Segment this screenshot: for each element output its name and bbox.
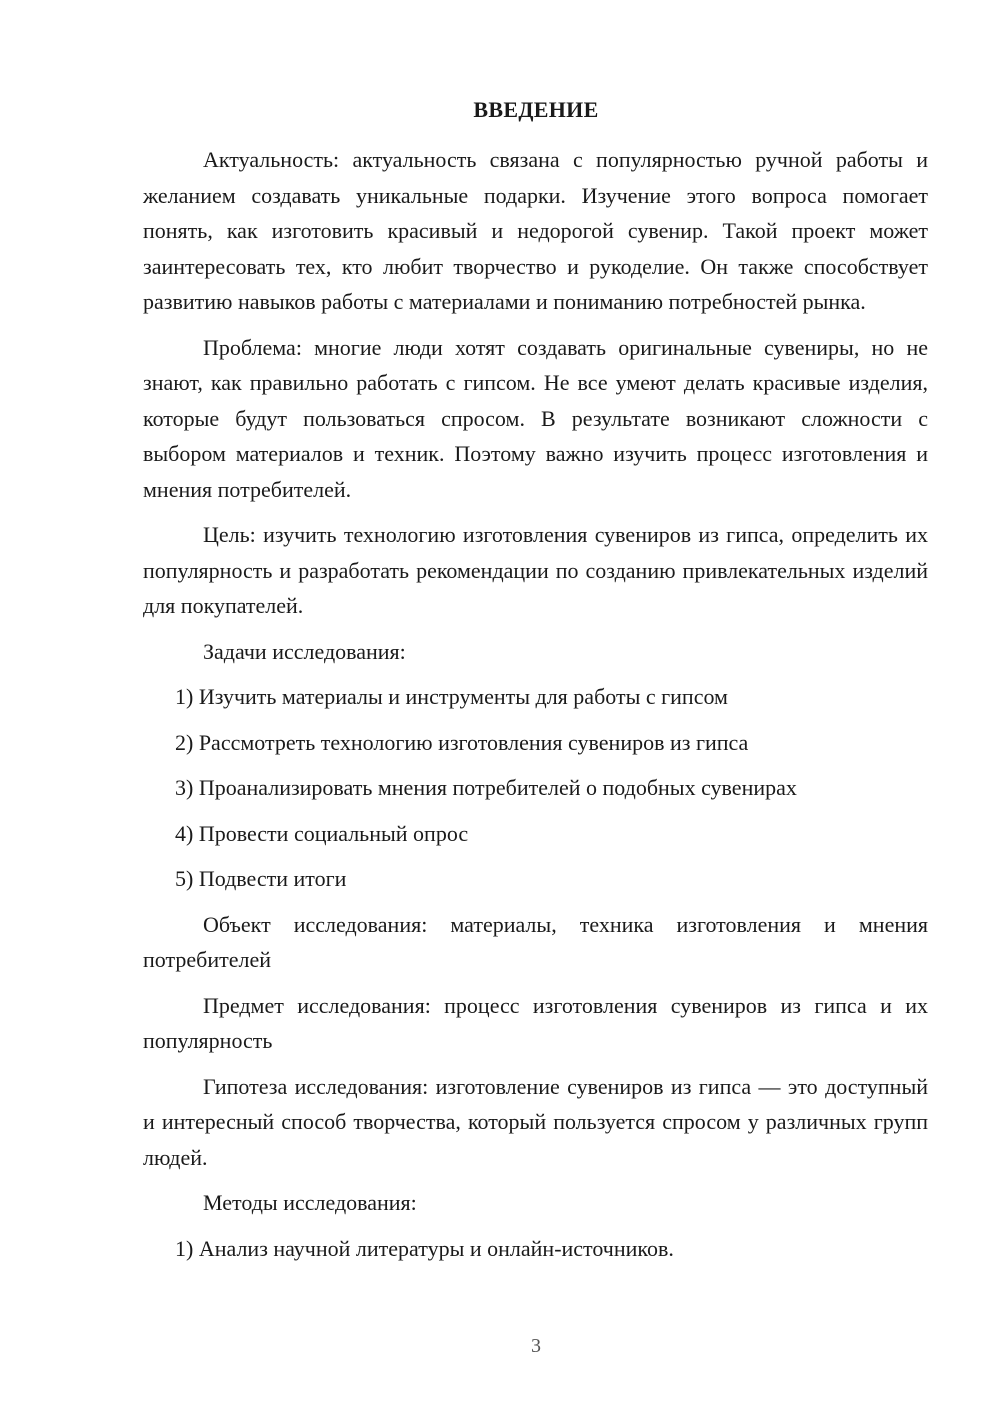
paragraph-object: Объект исследования: материалы, техника изготовления и мнения потребителей [143, 911, 928, 972]
methods-title: Методы исследования: [203, 1190, 417, 1215]
list-item: 2) Рассмотреть технологию изготовления сувениров из гипса [175, 729, 749, 755]
paragraph-goal: Цель: изучить технологию изготовления сувениров из гипса, определить их популярность и разработать рекомендации по созданию привлекательных изделий для покупателей. [143, 522, 928, 618]
list-item: 1) Анализ научной литературы и онлайн-источников. [175, 1235, 674, 1261]
page-heading: ВВЕДЕНИЕ [473, 97, 599, 122]
list-item: 4) Провести социальный опрос [175, 820, 469, 846]
paragraph-hypothesis: Гипотеза исследования: изготовление сувениров из гипса — это доступный и интересный способ творчества, который пользуется спросом у различных групп людей. [143, 1073, 928, 1170]
paragraph-relevance: Актуальность: актуальность связана с популярностью ручной работы и желанием создавать уникальные подарки. Изучение этого вопроса помогает понять, как изготовить красивый и недорогой сувенир. Такой проект может заинтересовать тех, кто любит творчество и рукоделие. Он также способствует развитию навыков работы с материалами и пониманию потребностей рынка. [143, 147, 928, 314]
methods-list [143, 1231, 928, 1267]
page-number: 3 [531, 1335, 541, 1357]
tasks-title: Задачи исследования: [203, 638, 406, 664]
document-body [143, 142, 928, 1276]
list-item: 5) Подвести итоги [175, 866, 347, 891]
list-item: 3) Проанализировать мнения потребителей о подобных сувенирах [175, 775, 797, 800]
tasks-list [143, 679, 928, 897]
paragraph-problem: Проблема: многие люди хотят создавать оригинальные сувениры, но не знают, как правильно работать с гипсом. Не все умеют делать красивые изделия, которые будут пользоваться спросом. В результате возникают сложности с выбором материалов и техник. Поэтому важно изучить процесс изготовления и мнения потребителей. [143, 334, 928, 502]
paragraph-subject: Предмет исследования: процесс изготовления сувениров из гипса и их популярность [143, 992, 928, 1053]
list-item: 1) Изучить материалы и инструменты для работы с гипсом [175, 684, 728, 709]
